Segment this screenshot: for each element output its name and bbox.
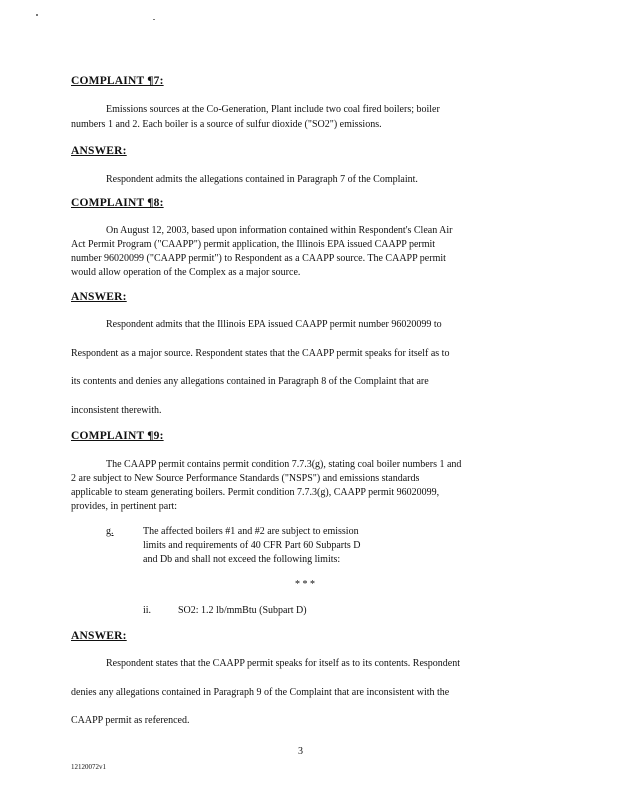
- answer-9-line-3: CAAPP permit as referenced.: [71, 715, 190, 726]
- omission-ellipsis: * * *: [295, 579, 315, 590]
- complaint-8-line-3: number 96020099 ("CAAPP permit") to Respondent as a CAAPP source. The CAAPP permit: [71, 253, 446, 264]
- answer-8-line-3: its contents and denies any allegations contained in Paragraph 8 of the Complaint that are: [71, 376, 429, 387]
- quoted-line-3: and Db and shall not exceed the following limits:: [143, 554, 341, 565]
- complaint-9-heading: COMPLAINT ¶9:: [71, 430, 164, 442]
- complaint-9-line-1: The CAAPP permit contains permit condition 7.7.3(g), stating coal boiler numbers 1 and: [106, 459, 462, 470]
- complaint-8-line-2: Act Permit Program ("CAAPP") permit application, the Illinois EPA issued CAAPP permit: [71, 239, 436, 250]
- answer-9-heading: ANSWER:: [71, 630, 127, 642]
- subitem-marker: ii.: [143, 605, 152, 616]
- complaint-8-line-1: On August 12, 2003, based upon information contained within Respondent's Clean Air: [106, 225, 453, 236]
- quoted-line-2: limits and requirements of 40 CFR Part 60 Subparts D: [143, 540, 361, 551]
- complaint-7-heading: COMPLAINT ¶7:: [71, 75, 164, 87]
- answer-9-line-1: Respondent states that the CAAPP permit speaks for itself as to its contents. Respondent: [106, 658, 461, 669]
- complaint-8-line-4: would allow operation of the Complex as a major source.: [71, 267, 301, 278]
- page-number: 3: [298, 746, 303, 757]
- answer-8-heading: ANSWER:: [71, 291, 127, 303]
- quoted-item-marker: g.: [106, 526, 114, 537]
- document-id: 12120072v1: [71, 763, 106, 771]
- subitem-text: SO2: 1.2 lb/mmBtu (Subpart D): [178, 605, 307, 616]
- scan-speck: [36, 14, 38, 16]
- answer-9-line-2: denies any allegations contained in Paragraph 9 of the Complaint that are inconsistent with the: [71, 687, 450, 698]
- complaint-7-line-2: numbers 1 and 2. Each boiler is a source of sulfur dioxide ("SO2") emissions.: [71, 119, 382, 130]
- quoted-line-1: The affected boilers #1 and #2 are subject to emission: [143, 526, 359, 537]
- complaint-9-line-4: provides, in pertinent part:: [71, 501, 178, 512]
- scan-speck: [153, 19, 155, 20]
- complaint-7-line-1: Emissions sources at the Co-Generation, Plant include two coal fired boilers; boiler: [106, 104, 440, 115]
- answer-7-line-1: Respondent admits the allegations contained in Paragraph 7 of the Complaint.: [106, 174, 418, 185]
- complaint-9-line-3: applicable to steam generating boilers. Permit condition 7.7.3(g), CAAPP permit 96020099,: [71, 487, 440, 498]
- answer-7-heading: ANSWER:: [71, 145, 127, 157]
- answer-8-line-4: inconsistent therewith.: [71, 405, 162, 416]
- answer-8-line-1: Respondent admits that the Illinois EPA issued CAAPP permit number 96020099 to: [106, 319, 442, 330]
- complaint-9-line-2: 2 are subject to New Source Performance Standards ("NSPS") and emissions standards: [71, 473, 420, 484]
- answer-8-line-2: Respondent as a major source. Respondent states that the CAAPP permit speaks for itself as to: [71, 348, 450, 359]
- complaint-8-heading: COMPLAINT ¶8:: [71, 197, 164, 209]
